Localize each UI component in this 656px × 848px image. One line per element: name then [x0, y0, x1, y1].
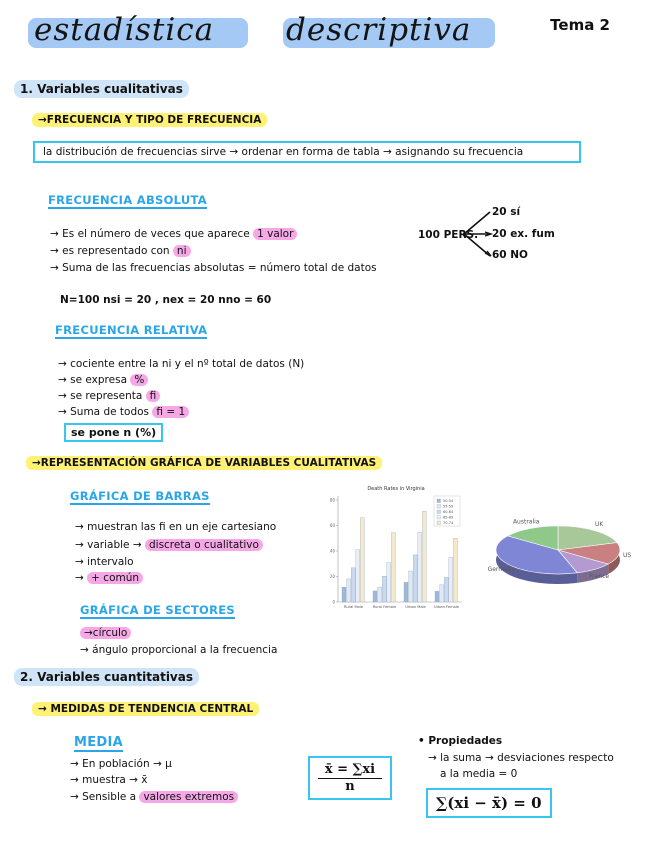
bar: [404, 582, 408, 602]
highlight-comun: + común: [87, 572, 143, 584]
mean-formula-numerator: x̄ = ∑xi: [318, 762, 382, 779]
highlight-1-valor: 1 valor: [253, 228, 297, 240]
barras-line-4: → + común: [75, 572, 143, 584]
bar-y-tick-label: 40: [329, 548, 335, 554]
bar: [347, 579, 351, 602]
barras-line-2: → variable → discreta o cualitativo: [75, 539, 263, 551]
grafica-heading: →REPRESENTACIÓN GRÁFICA DE VARIABLES CUALITATIVAS: [26, 456, 382, 470]
media-line-2: → muestra → x̄: [70, 774, 148, 786]
bar-legend-swatch: [437, 505, 441, 509]
bar-legend-label: 65-69: [443, 515, 454, 520]
bar: [356, 550, 360, 602]
highlight-valores-extremos: valores extremos: [139, 791, 238, 803]
barras-heading: GRÁFICA DE BARRAS: [70, 489, 210, 503]
pie-slice-label: Germany: [487, 565, 516, 573]
bar-legend-label: 50-54: [443, 499, 454, 503]
bar-category-label: Rural Female: [372, 605, 397, 609]
barras-line-1: → muestran las fi en un eje cartesiano: [75, 521, 277, 533]
bar: [373, 591, 377, 602]
bar: [351, 568, 355, 602]
bar-chart: [326, 478, 466, 612]
bar: [440, 585, 444, 602]
tree-root: 100 PERS.: [418, 229, 479, 241]
pie-chart: [466, 512, 642, 598]
bar-y-tick-label: 80: [329, 497, 335, 503]
bar-legend-label: 60-64: [443, 510, 454, 514]
pie-slice-label: UK: [594, 521, 604, 529]
bar-category-label: Urban Female: [433, 605, 460, 609]
absoluta-heading: FRECUENCIA ABSOLUTA: [48, 193, 207, 207]
bar-legend-swatch: [437, 521, 441, 525]
highlight-ni: ni: [173, 245, 191, 257]
bar-y-tick-label: 0: [332, 599, 335, 605]
bar: [391, 533, 395, 602]
bar: [382, 576, 386, 602]
bar-legend-swatch: [437, 499, 441, 503]
media-line-3: → Sensible a valores extremos: [70, 791, 238, 803]
pie-slice-label: US: [623, 552, 632, 560]
highlight-fi-1: fi = 1: [152, 406, 189, 418]
bar: [453, 538, 457, 602]
bar: [449, 557, 453, 602]
bar: [418, 532, 422, 602]
absoluta-line-3: → Suma de las frecuencias absolutas = número total de datos: [50, 262, 377, 274]
pie-slice-label: Australia: [512, 518, 540, 526]
highlight-circulo: →círculo: [80, 627, 131, 639]
bar-y-tick-label: 60: [329, 523, 335, 528]
highlight-fi: fi: [146, 390, 161, 402]
bar-category-label: Urban Male: [405, 605, 426, 609]
bar-legend-swatch: [437, 510, 441, 514]
relativa-line-1: → cociente entre la ni y el nº total de datos (N): [58, 358, 305, 370]
absoluta-line-1: → Es el número de veces que aparece 1 valor: [50, 228, 297, 240]
bar-legend-label: 55-59: [443, 504, 454, 509]
relativa-heading: FRECUENCIA RELATIVA: [55, 323, 208, 337]
absoluta-example: N=100 nsi = 20 , nex = 20 nno = 60: [60, 294, 272, 306]
pie-slice-label: France: [589, 572, 610, 580]
title-word-2: descriptiva: [286, 12, 472, 48]
tree-branch-1: 20 sí: [492, 206, 521, 218]
bar: [342, 587, 346, 602]
bar-chart-title: Death Rates in Virginia: [367, 486, 425, 492]
relativa-line-4: → Suma de todos fi = 1: [58, 406, 189, 418]
propiedades-formula: ∑(xi − x̄) = 0: [426, 788, 552, 818]
mean-formula-box: [308, 756, 392, 800]
bar: [409, 571, 413, 602]
relativa-line-2: → se expresa %: [58, 374, 148, 386]
mean-formula-denominator: n: [345, 779, 355, 794]
bar-y-tick-label: 20: [329, 574, 335, 579]
propiedades-heading: • Propiedades: [418, 735, 503, 747]
barras-line-3: → intervalo: [75, 556, 134, 568]
bar: [444, 577, 448, 602]
bar: [422, 511, 426, 602]
relativa-boxed-note: se pone n (%): [64, 423, 163, 442]
relativa-line-3: → se representa fi: [58, 390, 160, 402]
propiedades-line-2: a la media = 0: [440, 768, 518, 780]
definition-box: la distribución de frecuencias sirve → ordenar en forma de tabla → asignando su frecuencia: [33, 141, 581, 163]
absoluta-line-2: → es representado con ni: [50, 245, 191, 257]
sectores-heading: GRÁFICA DE SECTORES: [80, 603, 235, 617]
bar-legend-swatch: [437, 516, 441, 520]
tree-branch-3: 60 NO: [492, 249, 528, 261]
section-2-heading: 2. Variables cuantitativas: [14, 668, 199, 686]
tree-arrows: [462, 206, 496, 262]
medidas-heading: → MEDIDAS DE TENDENCIA CENTRAL: [32, 702, 259, 716]
media-heading: MEDIA: [74, 735, 124, 750]
tema-label: Tema 2: [550, 16, 610, 34]
freq-tipo-heading: →FRECUENCIA Y TIPO DE FRECUENCIA: [32, 113, 267, 127]
bar: [378, 587, 382, 602]
sectores-line-1: [80, 627, 131, 639]
propiedades-line-1: → la suma → desviaciones respecto: [428, 752, 614, 764]
title-word-1: estadística: [34, 12, 215, 48]
highlight-discreta: discreta o cualitativo: [145, 539, 263, 551]
bar: [413, 555, 417, 602]
bar-category-label: Rural Male: [344, 605, 363, 609]
tree-branch-2: 20 ex. fum: [492, 228, 555, 240]
bar: [387, 563, 391, 602]
media-line-1: → En población → μ: [70, 758, 172, 770]
highlight-percent: %: [130, 374, 148, 386]
bar: [435, 591, 439, 602]
bar: [360, 518, 364, 602]
section-1-heading: 1. Variables cualitativas: [14, 80, 189, 98]
sectores-line-2: → ángulo proporcional a la frecuencia: [80, 644, 278, 656]
bar-legend-label: 70-74: [443, 521, 454, 525]
